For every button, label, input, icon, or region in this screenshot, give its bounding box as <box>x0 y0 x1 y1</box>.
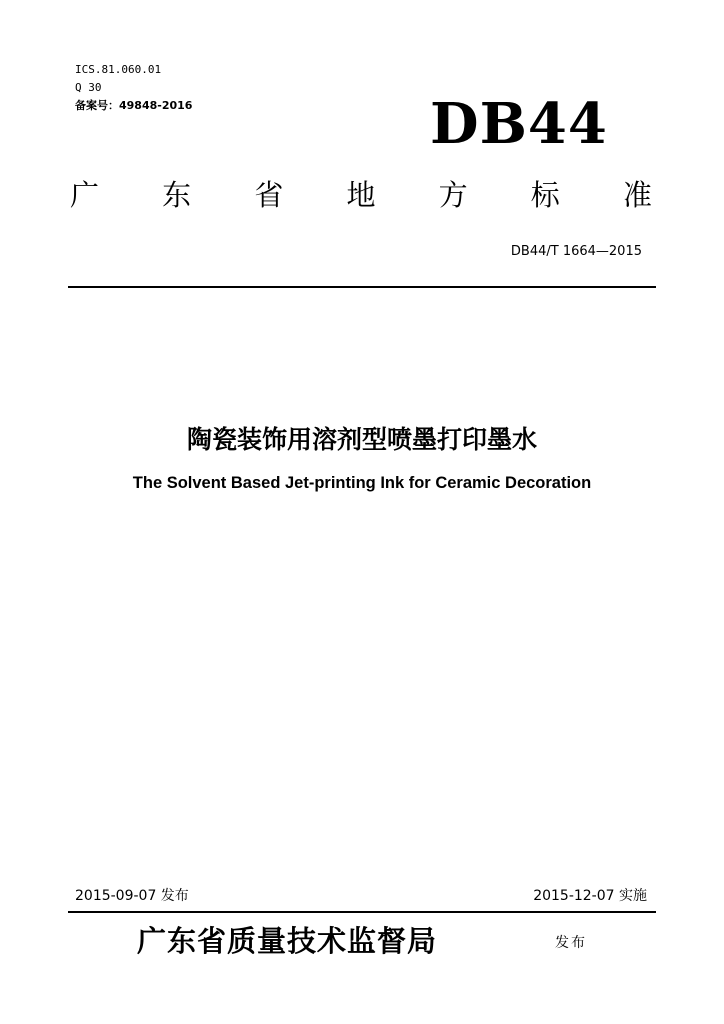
standard-type-char: 方 <box>438 178 468 212</box>
standard-type-char: 广 <box>70 178 100 212</box>
top-divider <box>68 286 656 288</box>
issue-date: 2015-09-07 发布 <box>75 888 189 904</box>
standard-type-char: 地 <box>346 178 376 212</box>
issuing-authority: 广东省质量技术监督局 <box>137 924 438 958</box>
db-mark: DB44 <box>430 91 608 157</box>
standard-type-char: 东 <box>162 178 192 212</box>
issuer-action: 发布 <box>555 935 587 951</box>
document-title-chinese: 陶瓷装饰用溶剂型喷墨打印墨水 <box>186 425 537 454</box>
document-title-english: The Solvent Based Jet-printing Ink for Ceramic Decoration <box>132 474 592 492</box>
standard-type-heading <box>70 175 652 215</box>
ics-code: ICS.81.060.01 <box>75 63 162 76</box>
record-number: 备案号：49848-2016 <box>75 99 193 112</box>
bottom-divider <box>68 911 656 913</box>
standard-number: DB44/T 1664—2015 <box>510 244 642 259</box>
standard-type-char: 标 <box>530 178 560 212</box>
classification-code: Q 30 <box>75 81 102 94</box>
standard-type-char: 省 <box>254 178 284 212</box>
implementation-date: 2015-12-07 实施 <box>533 888 647 904</box>
standard-type-char: 准 <box>622 178 652 212</box>
